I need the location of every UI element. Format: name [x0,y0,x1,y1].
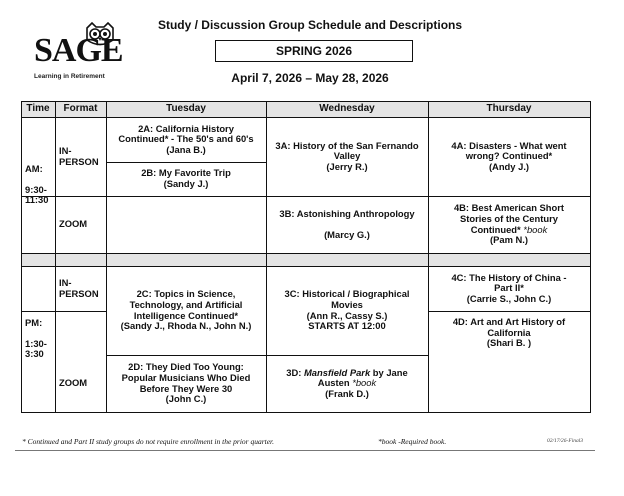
page-title: Study / Discussion Group Schedule and Descriptions [157,18,463,32]
col-header-wednesday: Wednesday [319,103,375,115]
col-header-time: Time [26,103,50,115]
course-2b: 2B: My Favorite Trip (Sandy J.) [141,167,231,189]
course-3d-title: Mansfield Park [304,366,371,378]
am-zoom-label: ZOOM [59,218,88,230]
footnote-book: *book -Required book. [378,437,447,446]
am-time-cell [21,117,55,253]
course-3d-code: 3D: [286,366,302,378]
am-label: AM: [25,163,43,175]
course-3d [266,355,428,412]
course-3a: 3A: History of the San Fernando Valley (Jerry R.) [275,139,419,172]
course-3d-author: by Jane Austen [317,366,408,389]
course-4b-instructor: (Pam N.) [489,234,529,246]
sage-logo [30,22,123,80]
course-3d-book-note: *book [352,377,377,389]
date-range: April 7, 2026 – May 28, 2026 [231,71,389,85]
course-4b-title: 4B: Best American Short Stories of the Century Continued* [453,202,565,235]
pm-label: PM: [25,317,43,329]
schedule-table [21,101,591,412]
course-3b [266,196,428,253]
col-header-thursday: Thursday [486,103,532,115]
course-4d: 4D: Art and Art History of California (Shari B. ) [452,316,566,349]
course-4c: 4C: The History of China - Part II* (Carrie S., John C.) [451,271,567,304]
course-3c: 3C: Historical / Biographical Movies (Ann R., Cassy S.) STARTS AT 12:00 [284,288,410,332]
course-4a: 4A: Disasters - What went wrong? Continued* (Andy J.) [451,139,567,172]
pm-time-cell [21,266,55,412]
course-4b [428,196,590,253]
col-header-format: Format [63,103,98,115]
footnote-continued: * Continued and Part II study groups do not require enrollment in the prior quarter. [22,437,275,446]
course-2a: 2A: California History Continued* - The 50's and 60's (Jana B.) [118,122,254,155]
pm-zoom-label: ZOOM [59,377,88,389]
course-2c: 2C: Topics in Science, Technology, and Artificial Intelligence Continued* (Sandy J., Rhoda N., John N.) [120,288,252,332]
am-in-person-label: IN- PERSON [59,144,99,167]
pm-in-person-label: IN- PERSON [59,276,99,299]
am-time-range: 9:30- 11:30 [25,183,49,206]
season-box: SPRING 2026 [215,40,413,62]
course-3b-title: 3B: Astonishing Anthropology [279,207,415,219]
col-header-tuesday: Tuesday [166,103,206,115]
course-2d: 2D: They Died Too Young: Popular Musicians Who Died Before They Were 30 (John C.) [121,361,251,405]
logo-tagline: Learning in Retirement [34,73,105,80]
course-3b-instructor: (Marcy G.) [324,228,370,240]
version-code: 02/17/26-Final3 [547,438,584,444]
pm-time-range: 1:30- 3:30 [25,337,47,360]
logo-wordmark: SAGE [34,32,123,69]
footer-divider [15,450,595,451]
course-4b-book-note: *book [523,223,548,235]
course-3d-instructor: (Frank D.) [325,387,369,399]
